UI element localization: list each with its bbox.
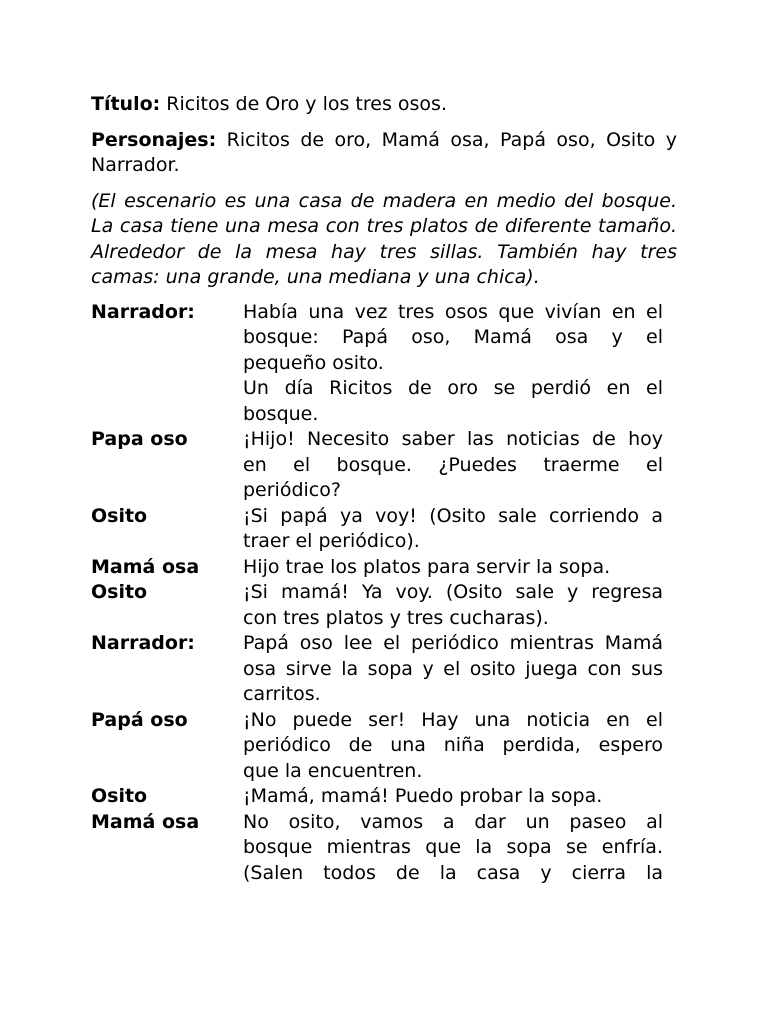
dialogue-line: osa sirve la sopa y el osito juega con sus xyxy=(243,657,663,680)
document-page xyxy=(91,92,677,886)
dialogue-line: ¡Si papá ya voy! (Osito sale corriendo a xyxy=(243,504,663,527)
speaker-name: Narrador: xyxy=(91,632,195,654)
speaker-name: Narrador: xyxy=(91,300,195,323)
dialogue-text xyxy=(243,300,663,428)
characters-line xyxy=(91,128,677,179)
dialogue-line: ¡Hijo! Necesito saber las noticias de hoy xyxy=(243,428,663,450)
script-dialogue xyxy=(91,300,663,887)
dialogue-line: pequeño osito. xyxy=(243,351,384,374)
dialogue-row xyxy=(91,300,663,428)
title-value: Ricitos de Oro y los tres osos. xyxy=(160,93,447,115)
speaker-name: Osito xyxy=(91,785,148,807)
title-label: Título: xyxy=(91,93,161,115)
speaker-name: Osito xyxy=(91,581,148,603)
dialogue-text xyxy=(243,784,663,810)
dialogue-line: periódico? xyxy=(243,479,341,501)
title-line xyxy=(91,92,677,118)
speaker-name: Papa oso xyxy=(91,428,188,450)
dialogue-line: Hijo trae los platos para servir la sopa. xyxy=(243,555,611,578)
dialogue-line: con tres platos y tres cucharas). xyxy=(243,606,549,629)
dialogue-row xyxy=(91,784,663,810)
dialogue-text xyxy=(243,708,663,785)
dialogue-line: en el bosque. ¿Puedes traerme el xyxy=(243,453,663,476)
speaker-name: Papá oso xyxy=(91,708,188,731)
dialogue-line: carritos. xyxy=(243,683,321,705)
dialogue-line: que la encuentren. xyxy=(243,759,423,782)
setting-description: (El escenario es una casa de madera en medio del bosque. La casa tiene una mesa con tres platos de diferente tamaño. Alrededor de la mesa hay tres sillas. También hay tres camas: una grande, una mediana y una chica). xyxy=(91,189,677,288)
dialogue-line: periódico de una niña perdida, espero xyxy=(243,734,663,756)
dialogue-line: bosque. xyxy=(243,402,319,425)
dialogue-text xyxy=(243,631,663,708)
speaker-name: Mamá osa xyxy=(91,555,200,578)
dialogue-row xyxy=(91,708,663,785)
dialogue-text xyxy=(243,580,663,631)
dialogue-row xyxy=(91,580,663,631)
characters-label: Personajes: xyxy=(91,128,217,151)
dialogue-text xyxy=(243,504,663,555)
dialogue-line: ¡Mamá, mamá! Puedo probar la sopa. xyxy=(243,785,603,807)
dialogue-line: bosque: Papá oso, Mamá osa y el xyxy=(243,326,663,348)
dialogue-line: Papá oso lee el periódico mientras Mamá xyxy=(243,632,663,654)
dialogue-text xyxy=(243,810,663,887)
dialogue-line: bosque mientras que la sopa se enfría. xyxy=(243,836,663,858)
speaker-name: Osito xyxy=(91,504,148,527)
dialogue-line: Había una vez tres osos que vivían en el xyxy=(243,300,663,323)
dialogue-text xyxy=(243,555,663,581)
characters-value: Ricitos de oro, Mamá osa, Papá oso, Osito y Narrador. xyxy=(91,128,677,176)
dialogue-line: traer el periódico). xyxy=(243,530,420,552)
dialogue-line: ¡Si mamá! Ya voy. (Osito sale y regresa xyxy=(243,581,663,603)
speaker-name: Mamá osa xyxy=(91,810,200,833)
dialogue-row xyxy=(91,810,663,887)
dialogue-line: ¡No puede ser! Hay una noticia en el xyxy=(243,708,663,731)
dialogue-row xyxy=(91,631,663,708)
dialogue-line: Un día Ricitos de oro se perdió en el xyxy=(243,377,663,399)
dialogue-text xyxy=(243,427,663,504)
dialogue-row xyxy=(91,504,663,555)
dialogue-line: No osito, vamos a dar un paseo al xyxy=(243,810,663,833)
dialogue-row xyxy=(91,427,663,504)
dialogue-row xyxy=(91,555,663,581)
dialogue-line: (Salen todos de la casa y cierra la xyxy=(243,861,663,884)
